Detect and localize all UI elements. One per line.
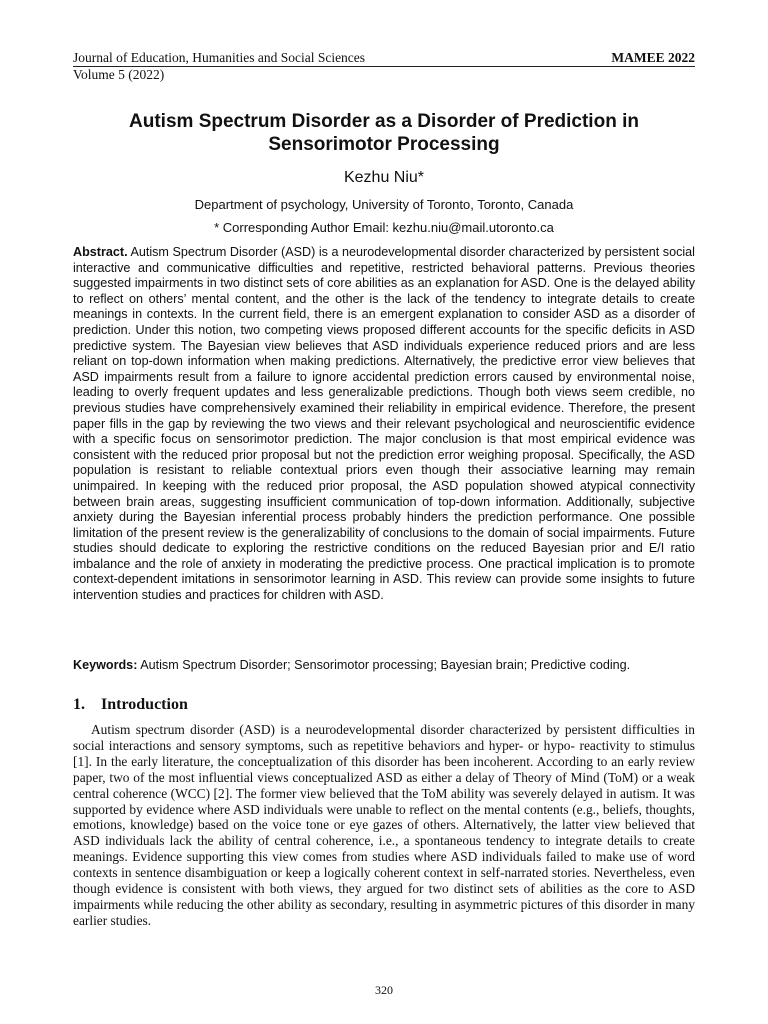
corresponding-author: * Corresponding Author Email: kezhu.niu@mail.utoronto.ca [214,220,554,235]
author-name: Kezhu Niu* [343,169,425,186]
abstract-text: Autism Spectrum Disorder (ASD) is a neurodevelopmental disorder characterized by persistent social interactive and communicative difficulties and repetitive, restricted behavioral patterns. Previous theories suggested impairments in two distinct sets of core abilities as an explanation for ASD. One is the delayed ability to reflect on others’ mental content, and the other is the lack of the tendency to integrate details to create meanings in contexts. In the current field, there is an emergent explanation to consider ASD as a disorder of prediction. Under this notion, two competing views proposed different accounts for the specific deficits in ASD predictive system. The Bayesian view believes that ASD individuals experience reduced priors and are less reliant on top-down information when making predictions. Alternatively, the predictive error view believes that ASD impairments result from a failure to ignore accidental prediction errors caused by environmental noise, leading to overly frequent updates and less generalizable predictions. Though both views seem credible, no previous studies have comprehensively examined their reliability in empirical evidence. Therefore, the present paper fills in the gap by reviewing the two views and their relevant psychological and neuroscientific evidence with a specific focus on sensorimotor prediction. The major conclusion is that most empirical evidence was consistent with the reduced prior proposal but not the prediction error weighing proposal. Specifically, the ASD population is resistant to reliable contextual priors even though their associative learning may remain unimpaired. In keeping with the reduced prior proposal, the ASD population showed atypical connectivity between brain areas, suggesting insufficient communication of top-down information. Additionally, subjective anxiety during the Bayesian inferential process probably hinders the prediction performance. One possible limitation of the present review is the generalizability of conclusions to the domain of social impairments. Future studies should dedicate to exploring the restrictive conditions on the reduced Bayesian prior and E/I ratio imbalance and the role of anxiety in moderating the predictive process. One practical implication is to promote context-dependent imitations in sensorimotor learning in ASD. This review can provide some insights to future intervention studies and practices for children with ASD. [73,245,695,603]
page-number: 320 [375,983,393,997]
header-rule [73,66,695,67]
section-number: 1. [73,696,85,713]
journal-name: Journal of Education, Humanities and Social Sciences [73,50,366,65]
abstract [73,245,695,604]
keywords [73,657,695,673]
paper-page [73,0,695,1024]
introduction-paragraph: Autism spectrum disorder (ASD) is a neurodevelopmental disorder characterized by persistent difficulties in social interactions and sensory symptoms, such as repetitive behaviors and hyper- or hypo- reactivity to stimulus [1]. In the early literature, the conceptualization of this disorder has been incoherent. According to an early review paper, two of the most influential views conceptualized ASD as either a delay of Theory of Mind (ToM) or a weak central coherence (WCC) [2]. The former view believed that the ToM ability was severely delayed in autism. It was supported by evidence where ASD individuals were unable to reflect on the mental contents (e.g., beliefs, thoughts, emotions, knowledge) based on the voice tone or eye gazes of others. Alternatively, the latter view believed that ASD individuals lack the ability of central coherence, i.e., a spontaneous tendency to integrate details to create meanings. Evidence supporting this view comes from studies where ASD individuals failed to make use of word contexts in sentence disambiguation or keep a logically coherent context in self-narrated stories. Nevertheless, even though evidence is consistent with both views, they argued for two distinct sets of abilities as the core to ASD impairments while reducing the other ability as secondary, resulting in asymmetric pictures of this disorder in many earlier studies. [73,722,695,928]
paper-title: Autism Spectrum Disorder as a Disorder of Prediction in Sensorimotor Processing [129,111,639,155]
conference-name: MAMEE 2022 [611,50,695,65]
volume-info: Volume 5 (2022) [73,67,165,82]
keywords-text: Autism Spectrum Disorder; Sensorimotor processing; Bayesian brain; Predictive coding. [140,658,631,672]
section-heading [73,695,188,715]
author-affiliation: Department of psychology, University of Toronto, Toronto, Canada [194,197,574,212]
keywords-label: Keywords: [73,658,138,672]
abstract-label: Abstract. [73,245,128,259]
section-title: Introduction [101,696,188,713]
